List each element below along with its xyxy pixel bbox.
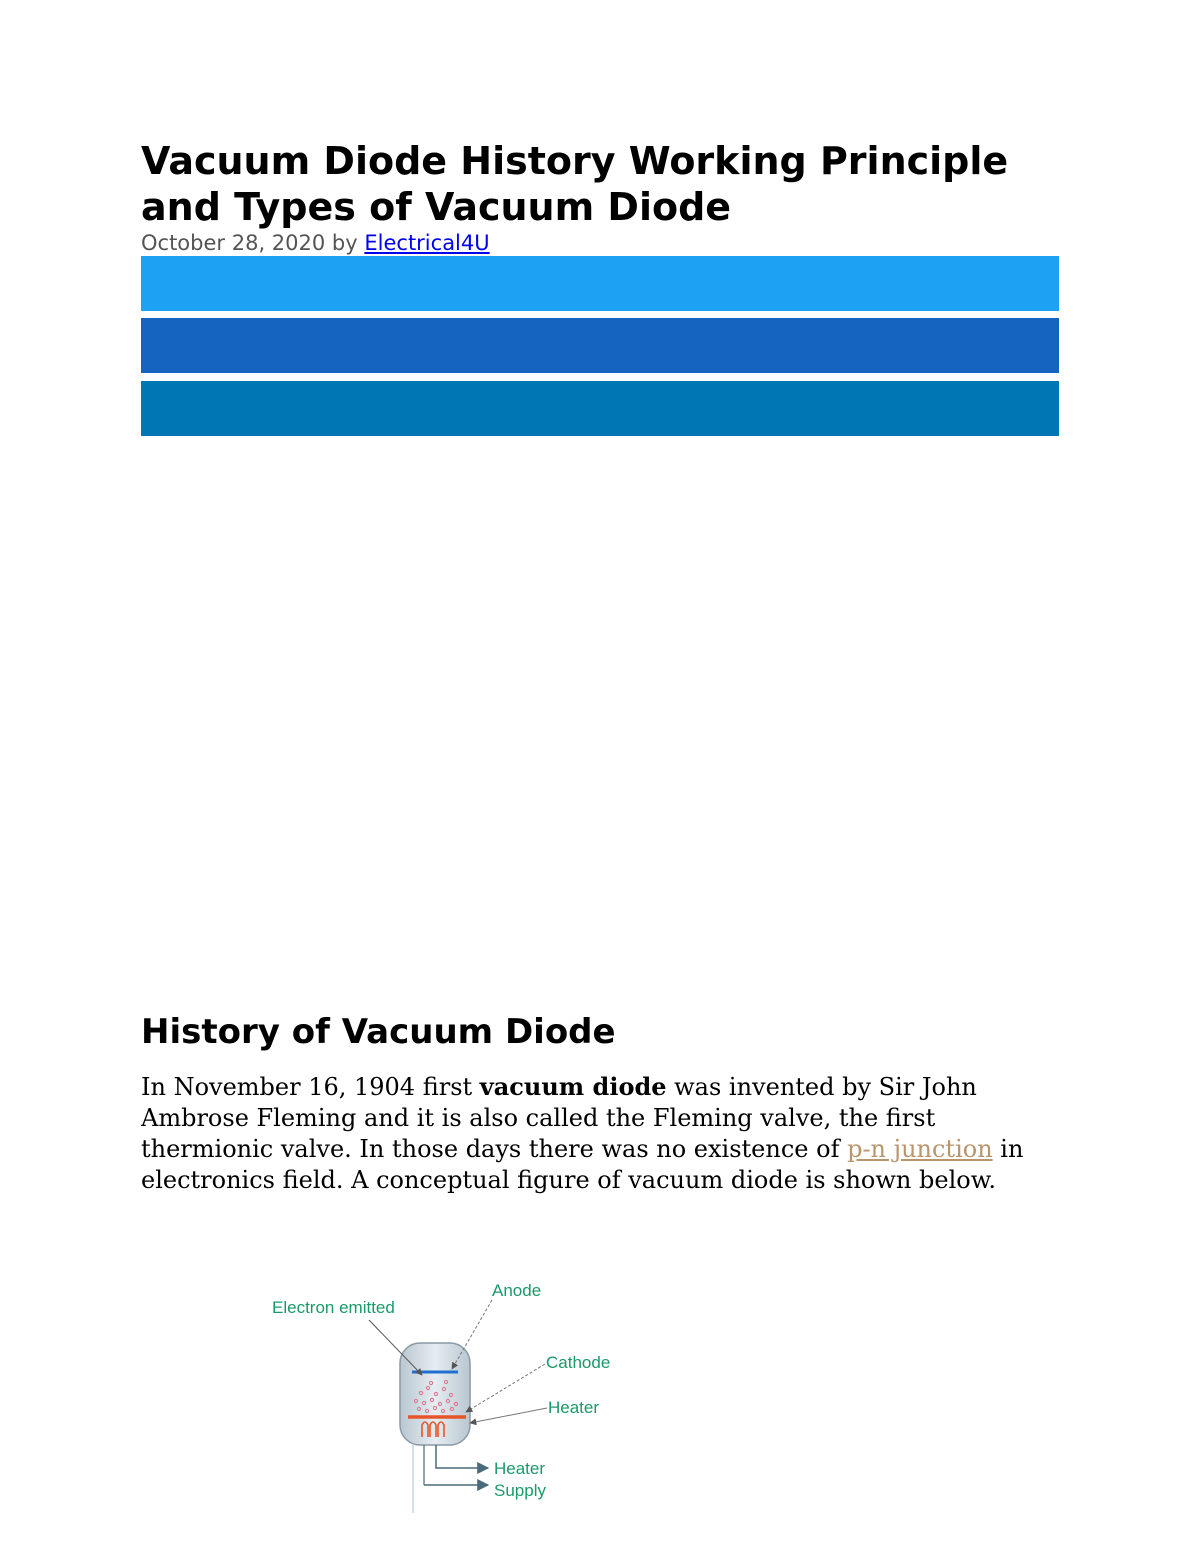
para-text-1: In November 16, 1904 first (141, 1073, 480, 1101)
share-bar-facebook[interactable] (141, 318, 1059, 373)
section-heading: History of Vacuum Diode (141, 1012, 616, 1052)
heater-supply-arrow-1 (436, 1445, 488, 1468)
article-meta (141, 230, 490, 256)
author-link[interactable]: Electrical4U (364, 231, 490, 255)
para-text-2: was invented by Sir John Ambrose Fleming and it is also called the Fleming valve, the first thermionic valve. In those days there was no existence of (141, 1073, 977, 1163)
pointer-anode (452, 1300, 492, 1369)
section-paragraph (141, 1071, 1059, 1196)
label-heater: Heater (548, 1398, 600, 1417)
label-cathode: Cathode (546, 1353, 611, 1372)
by-label: by (331, 231, 358, 255)
page-title: Vacuum Diode History Working Principle and Types of Vacuum Diode (141, 139, 1009, 229)
para-bold: vacuum diode (479, 1072, 667, 1101)
para-text-3: in electronics field. A conceptual figure of vacuum diode is shown below. (141, 1135, 1024, 1194)
vacuum-bulb (400, 1343, 470, 1445)
pointer-cathode (466, 1364, 545, 1412)
post-date: October 28, 2020 (141, 231, 326, 255)
label-electron-emitted: Electron emitted (272, 1298, 395, 1317)
label-heater-supply-1: Heater (494, 1459, 546, 1478)
label-anode: Anode (492, 1281, 542, 1300)
label-heater-supply-2: Supply (494, 1481, 546, 1500)
pointer-heater (470, 1408, 547, 1423)
vacuum-diode-figure (266, 1275, 626, 1515)
pn-junction-link[interactable]: p-n junction (847, 1135, 993, 1163)
share-bar-twitter[interactable] (141, 256, 1059, 311)
share-bar-linkedin[interactable] (141, 381, 1059, 436)
